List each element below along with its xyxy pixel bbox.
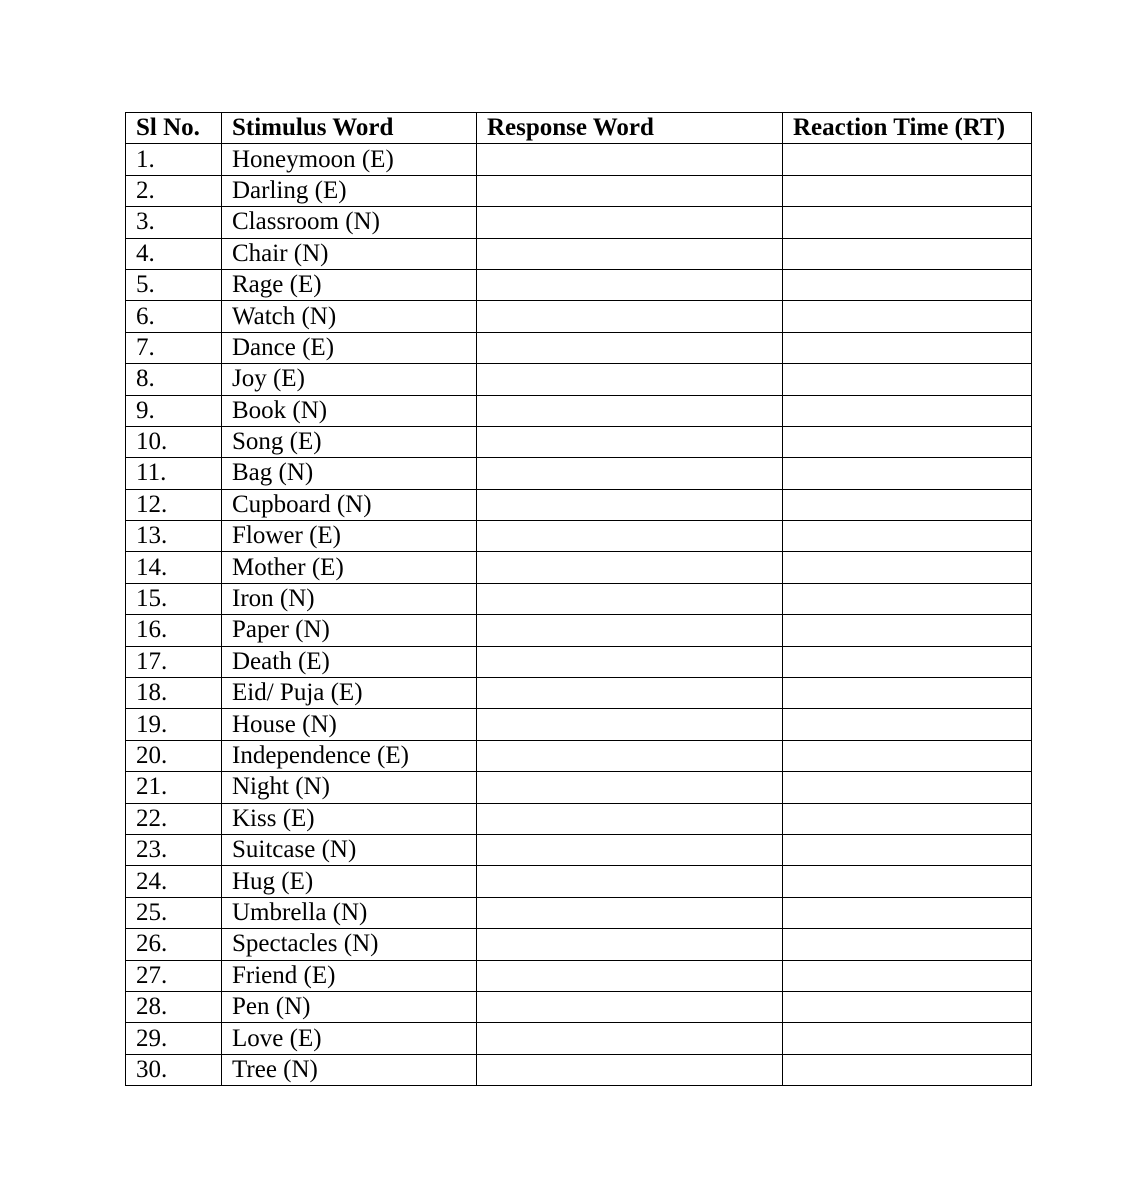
table-row <box>126 615 1032 646</box>
table-row <box>126 426 1032 457</box>
stimulus-word-cell: Darling (E) <box>222 175 477 206</box>
response-word-cell <box>477 646 783 677</box>
reaction-time-cell <box>783 772 1032 803</box>
response-word-cell <box>477 458 783 489</box>
stimulus-word-cell: Honeymoon (E) <box>222 144 477 175</box>
response-word-cell <box>477 583 783 614</box>
response-word-cell <box>477 1023 783 1054</box>
stimulus-word-cell: Kiss (E) <box>222 803 477 834</box>
table-row <box>126 1023 1032 1054</box>
reaction-time-cell <box>783 521 1032 552</box>
response-word-cell <box>477 991 783 1022</box>
reaction-time-cell <box>783 646 1032 677</box>
header-reaction-time: Reaction Time (RT) <box>783 113 1032 144</box>
reaction-time-cell <box>783 364 1032 395</box>
reaction-time-cell <box>783 866 1032 897</box>
sl-no-cell: 22. <box>126 803 222 834</box>
table-row <box>126 489 1032 520</box>
reaction-time-cell <box>783 1054 1032 1085</box>
response-word-cell <box>477 866 783 897</box>
stimulus-word-cell: Night (N) <box>222 772 477 803</box>
table-row <box>126 772 1032 803</box>
header-row <box>126 113 1032 144</box>
table-row <box>126 960 1032 991</box>
stimulus-word-cell: Book (N) <box>222 395 477 426</box>
table-row <box>126 709 1032 740</box>
table-row <box>126 301 1032 332</box>
stimulus-word-cell: Bag (N) <box>222 458 477 489</box>
sl-no-cell: 29. <box>126 1023 222 1054</box>
response-word-cell <box>477 269 783 300</box>
word-association-table <box>125 112 1032 1086</box>
table-header <box>126 113 1032 144</box>
table-row <box>126 269 1032 300</box>
sl-no-cell: 3. <box>126 207 222 238</box>
stimulus-word-cell: Iron (N) <box>222 583 477 614</box>
response-word-cell <box>477 301 783 332</box>
sl-no-cell: 17. <box>126 646 222 677</box>
table-row <box>126 897 1032 928</box>
table-row <box>126 583 1032 614</box>
response-word-cell <box>477 709 783 740</box>
sl-no-cell: 12. <box>126 489 222 520</box>
sl-no-cell: 24. <box>126 866 222 897</box>
reaction-time-cell <box>783 144 1032 175</box>
reaction-time-cell <box>783 803 1032 834</box>
stimulus-word-cell: Chair (N) <box>222 238 477 269</box>
reaction-time-cell <box>783 426 1032 457</box>
sl-no-cell: 10. <box>126 426 222 457</box>
sl-no-cell: 30. <box>126 1054 222 1085</box>
response-word-cell <box>477 144 783 175</box>
table-row <box>126 395 1032 426</box>
reaction-time-cell <box>783 678 1032 709</box>
stimulus-word-cell: Dance (E) <box>222 332 477 363</box>
response-word-cell <box>477 364 783 395</box>
sl-no-cell: 21. <box>126 772 222 803</box>
reaction-time-cell <box>783 175 1032 206</box>
stimulus-word-cell: Independence (E) <box>222 740 477 771</box>
reaction-time-cell <box>783 552 1032 583</box>
response-word-cell <box>477 1054 783 1085</box>
response-word-cell <box>477 960 783 991</box>
reaction-time-cell <box>783 238 1032 269</box>
sl-no-cell: 11. <box>126 458 222 489</box>
table-row <box>126 646 1032 677</box>
reaction-time-cell <box>783 583 1032 614</box>
reaction-time-cell <box>783 991 1032 1022</box>
stimulus-word-cell: Rage (E) <box>222 269 477 300</box>
reaction-time-cell <box>783 269 1032 300</box>
response-word-cell <box>477 332 783 363</box>
table-body <box>126 144 1032 1086</box>
stimulus-word-cell: Pen (N) <box>222 991 477 1022</box>
table-row <box>126 144 1032 175</box>
reaction-time-cell <box>783 332 1032 363</box>
stimulus-word-cell: House (N) <box>222 709 477 740</box>
reaction-time-cell <box>783 489 1032 520</box>
response-word-cell <box>477 426 783 457</box>
response-word-cell <box>477 207 783 238</box>
table-row <box>126 678 1032 709</box>
response-word-cell <box>477 615 783 646</box>
sl-no-cell: 4. <box>126 238 222 269</box>
reaction-time-cell <box>783 1023 1032 1054</box>
sl-no-cell: 1. <box>126 144 222 175</box>
stimulus-word-cell: Flower (E) <box>222 521 477 552</box>
response-word-cell <box>477 772 783 803</box>
stimulus-word-cell: Eid/ Puja (E) <box>222 678 477 709</box>
header-response-word: Response Word <box>477 113 783 144</box>
stimulus-word-cell: Hug (E) <box>222 866 477 897</box>
response-word-cell <box>477 678 783 709</box>
table-row <box>126 929 1032 960</box>
reaction-time-cell <box>783 897 1032 928</box>
table-row <box>126 803 1032 834</box>
reaction-time-cell <box>783 929 1032 960</box>
response-word-cell <box>477 834 783 865</box>
table-row <box>126 1054 1032 1085</box>
table-row <box>126 866 1032 897</box>
table-row <box>126 991 1032 1022</box>
response-word-cell <box>477 238 783 269</box>
reaction-time-cell <box>783 395 1032 426</box>
response-word-cell <box>477 395 783 426</box>
response-word-cell <box>477 552 783 583</box>
sl-no-cell: 26. <box>126 929 222 960</box>
stimulus-word-cell: Paper (N) <box>222 615 477 646</box>
stimulus-word-cell: Song (E) <box>222 426 477 457</box>
response-word-cell <box>477 740 783 771</box>
reaction-time-cell <box>783 709 1032 740</box>
sl-no-cell: 14. <box>126 552 222 583</box>
sl-no-cell: 2. <box>126 175 222 206</box>
table-row <box>126 175 1032 206</box>
sl-no-cell: 18. <box>126 678 222 709</box>
sl-no-cell: 28. <box>126 991 222 1022</box>
response-word-cell <box>477 489 783 520</box>
header-stimulus-word: Stimulus Word <box>222 113 477 144</box>
table-row <box>126 740 1032 771</box>
table-row <box>126 552 1032 583</box>
table-row <box>126 207 1032 238</box>
reaction-time-cell <box>783 740 1032 771</box>
table-row <box>126 332 1032 363</box>
reaction-time-cell <box>783 960 1032 991</box>
reaction-time-cell <box>783 458 1032 489</box>
response-word-cell <box>477 803 783 834</box>
stimulus-word-cell: Death (E) <box>222 646 477 677</box>
reaction-time-cell <box>783 301 1032 332</box>
sl-no-cell: 20. <box>126 740 222 771</box>
response-word-cell <box>477 897 783 928</box>
stimulus-word-cell: Umbrella (N) <box>222 897 477 928</box>
table-row <box>126 458 1032 489</box>
stimulus-word-cell: Friend (E) <box>222 960 477 991</box>
sl-no-cell: 8. <box>126 364 222 395</box>
response-word-cell <box>477 929 783 960</box>
stimulus-word-cell: Tree (N) <box>222 1054 477 1085</box>
header-sl-no: Sl No. <box>126 113 222 144</box>
table-row <box>126 364 1032 395</box>
response-word-cell <box>477 521 783 552</box>
table-row <box>126 521 1032 552</box>
stimulus-word-cell: Joy (E) <box>222 364 477 395</box>
response-word-cell <box>477 175 783 206</box>
table-row <box>126 834 1032 865</box>
sl-no-cell: 9. <box>126 395 222 426</box>
stimulus-word-cell: Classroom (N) <box>222 207 477 238</box>
sl-no-cell: 6. <box>126 301 222 332</box>
sl-no-cell: 7. <box>126 332 222 363</box>
sl-no-cell: 5. <box>126 269 222 300</box>
reaction-time-cell <box>783 834 1032 865</box>
sl-no-cell: 25. <box>126 897 222 928</box>
sl-no-cell: 19. <box>126 709 222 740</box>
stimulus-word-cell: Suitcase (N) <box>222 834 477 865</box>
stimulus-word-cell: Mother (E) <box>222 552 477 583</box>
sl-no-cell: 27. <box>126 960 222 991</box>
table-row <box>126 238 1032 269</box>
stimulus-word-cell: Love (E) <box>222 1023 477 1054</box>
reaction-time-cell <box>783 207 1032 238</box>
sl-no-cell: 13. <box>126 521 222 552</box>
sl-no-cell: 23. <box>126 834 222 865</box>
stimulus-word-cell: Spectacles (N) <box>222 929 477 960</box>
sl-no-cell: 16. <box>126 615 222 646</box>
reaction-time-cell <box>783 615 1032 646</box>
stimulus-word-cell: Watch (N) <box>222 301 477 332</box>
sl-no-cell: 15. <box>126 583 222 614</box>
stimulus-word-cell: Cupboard (N) <box>222 489 477 520</box>
